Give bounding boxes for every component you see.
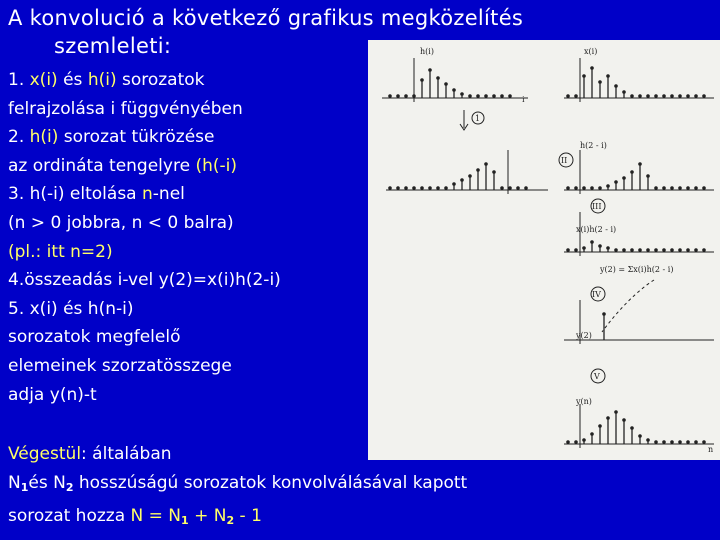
label-x-i: x(i): [584, 47, 598, 56]
label-y2: y(2): [576, 331, 592, 340]
step-marker-4: [591, 287, 605, 301]
summary-text: [8, 440, 467, 536]
axis-label-n: n: [708, 445, 714, 454]
label-y2-eq: y(2) = Σx(i)h(2 - i): [600, 265, 674, 274]
title-line-2: szemleleti:: [54, 34, 172, 58]
step-line: (n > 0 jobbra, n < 0 balra): [8, 212, 234, 233]
step-line: elemeinek szorzatösszege: [8, 355, 232, 376]
step-line: felrajzolása i függvényében: [8, 98, 243, 119]
step-line: az ordináta tengelyre (h(-i): [8, 155, 237, 176]
label-x-h-2mi: x(i)h(2 - i): [576, 225, 617, 234]
step-marker-1: [460, 110, 484, 130]
step-marker-5: [591, 369, 605, 383]
step-line: sorozatok megfelelő: [8, 327, 181, 348]
plot-h-mi: [386, 150, 548, 194]
plot-product: [564, 212, 714, 256]
summary-line-1: Végestül: általában: [8, 444, 172, 464]
step-line: 2. h(i) sorozat tükrözése: [8, 127, 215, 148]
label-h-i: h(i): [420, 47, 434, 56]
summary-line-2: $N_1és$ $N_2$ hosszúságú sorozatok konvolválásával kapott: [8, 472, 468, 494]
svg-text:IV: IV: [592, 290, 601, 299]
step-line: 3. h(-i) eltolása n-nel: [8, 184, 185, 205]
svg-text:II: II: [561, 156, 568, 165]
step-line: 4.összeadás i-vel y(2)=x(i)h(2-i): [8, 270, 281, 291]
plot-y-n: [564, 404, 714, 448]
step-marker-2: [559, 153, 573, 167]
dashed-connector: [602, 280, 654, 332]
svg-text:V: V: [594, 372, 600, 381]
axis-label-i: i: [522, 95, 525, 104]
label-y-n: y(n): [576, 397, 592, 406]
svg-text:III: III: [592, 202, 602, 211]
step-line: adja y(n)-t: [8, 384, 97, 405]
steps-list: [8, 66, 281, 409]
summary-line-3: sorozat hozza $N = N_1 + N_2 - 1$: [8, 506, 262, 528]
title-line-1: A konvolució a következő grafikus megközelítés: [8, 6, 524, 30]
plot-h-i: [382, 58, 528, 102]
convolution-figure: [368, 40, 720, 460]
stem-plots: [382, 58, 714, 448]
plot-x-i: [564, 58, 714, 102]
step-marker-3: [591, 199, 605, 213]
plot-h-2mi: [564, 150, 714, 194]
step-line: 5. x(i) és h(n-i): [8, 298, 134, 319]
step-line: (pl.: itt n=2): [8, 241, 113, 262]
svg-text:1: 1: [475, 114, 481, 123]
label-h-2mi: h(2 - i): [580, 141, 607, 150]
step-line: 1. x(i) és h(i) sorozatok: [8, 70, 205, 90]
